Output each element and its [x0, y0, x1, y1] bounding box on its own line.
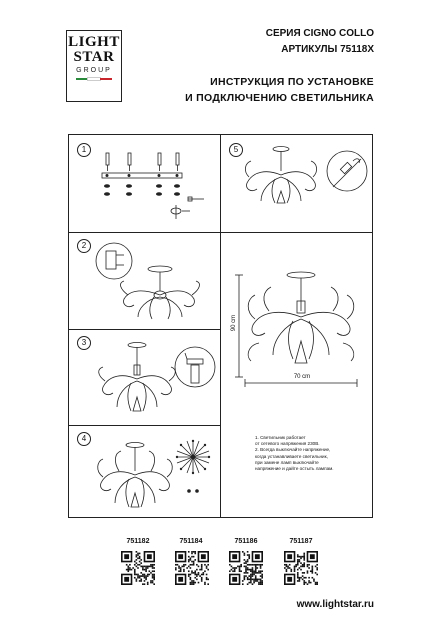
step-4-lamps-illustration [89, 431, 217, 517]
logo-line-2: STAR [73, 49, 115, 65]
step-3-assembly-illustration [91, 335, 217, 423]
qr-code-icon[interactable] [229, 551, 263, 585]
height-dimension-label: 90 cm [231, 314, 237, 332]
safety-notes [255, 435, 370, 472]
qr-code-icon[interactable] [284, 551, 318, 585]
logo-line-1: LIGHT [68, 34, 120, 50]
step-number-1: 1 [77, 143, 91, 157]
qr-code-icon[interactable] [175, 551, 209, 585]
article-number: 751184 [179, 538, 203, 545]
italian-flag-icon [76, 78, 112, 80]
website-link[interactable]: www.lightstar.ru [296, 599, 374, 610]
instruction-title-line-2: И ПОДКЛЮЧЕНИЮ СВЕТИЛЬНИКА [185, 92, 374, 104]
note-line: от сетевого напряжения 230В. [255, 441, 320, 447]
series-title: СЕРИЯ CIGNO COLLO [265, 28, 374, 39]
step-number-2: 2 [77, 239, 91, 253]
article-number: 751182 [126, 538, 150, 545]
width-dimension-label: 70 cm [293, 374, 311, 380]
step-1-parts-illustration [94, 149, 214, 229]
article-number: 751187 [289, 538, 313, 545]
step-2-mount-illustration [94, 239, 216, 327]
note-line: 2. Всегда выключайте напряжение, [255, 447, 331, 453]
logo-line-3: GROUP [76, 67, 112, 74]
note-line: напряжение и дайте остыть лампам. [255, 466, 334, 472]
lightstar-logo [66, 30, 122, 102]
frame-divider [69, 425, 220, 426]
step-5-bulb-illustration [241, 143, 371, 229]
frame-divider [69, 232, 220, 233]
frame-divider [220, 232, 373, 233]
instruction-title-line-1: ИНСТРУКЦИЯ ПО УСТАНОВКЕ [210, 76, 374, 88]
article-number: 751186 [234, 538, 258, 545]
note-line: 1. Светильник работает [255, 435, 306, 440]
frame-divider [69, 329, 220, 330]
article-title: АРТИКУЛЫ 75118X [281, 44, 374, 55]
step-number-5: 5 [229, 143, 243, 157]
instruction-frame [68, 134, 373, 518]
step-number-4: 4 [77, 432, 91, 446]
qr-code-icon[interactable] [121, 551, 155, 585]
note-line: при замене ламп выключайте [255, 459, 319, 465]
frame-divider [220, 135, 221, 518]
note-line: когда устанавливаете светильник, [255, 453, 328, 459]
step-number-3: 3 [77, 336, 91, 350]
